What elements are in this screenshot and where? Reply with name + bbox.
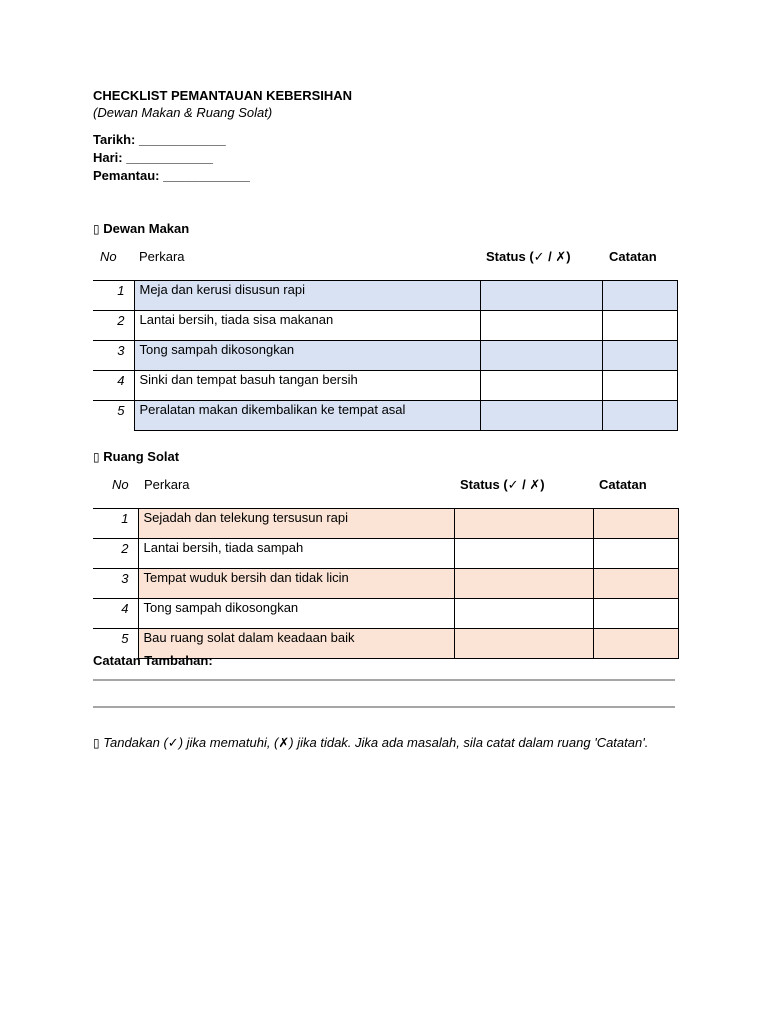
document-subtitle: (Dewan Makan & Ruang Solat)	[93, 105, 273, 120]
row-item: Bau ruang solat dalam keadaan baik	[138, 629, 454, 659]
row-item: Lantai bersih, tiada sisa makanan	[134, 311, 480, 341]
row-item: Meja dan kerusi disusun rapi	[134, 281, 480, 311]
column-header-no: No	[112, 477, 129, 492]
catatan-cell[interactable]	[602, 281, 677, 311]
status-cell[interactable]	[454, 539, 593, 569]
row-number: 4	[93, 599, 138, 629]
row-number: 2	[93, 311, 134, 341]
section-heading-dewan-makan	[93, 221, 189, 236]
row-item: Lantai bersih, tiada sampah	[138, 539, 454, 569]
catatan-cell[interactable]	[593, 599, 678, 629]
column-header-perkara: Perkara	[144, 477, 190, 492]
checklist-table-ruang-solat	[93, 508, 679, 659]
catatan-cell[interactable]	[602, 371, 677, 401]
catatan-cell[interactable]	[593, 539, 678, 569]
row-number: 1	[93, 281, 134, 311]
table-row	[93, 401, 677, 431]
section-heading-ruang-solat	[93, 449, 179, 464]
writing-line[interactable]	[93, 706, 675, 708]
table-row	[93, 539, 678, 569]
status-cell[interactable]	[480, 401, 602, 431]
catatan-cell[interactable]	[593, 629, 678, 659]
section-title: Ruang Solat	[103, 449, 180, 464]
catatan-cell[interactable]	[602, 401, 677, 431]
row-item: Tong sampah dikosongkan	[134, 341, 480, 371]
status-cell[interactable]	[480, 311, 602, 341]
catatan-cell[interactable]	[593, 509, 678, 539]
row-item: Peralatan makan dikembalikan ke tempat asal	[134, 401, 480, 431]
field-hari: Hari: ____________	[93, 150, 213, 165]
checklist-table-dewan-makan	[93, 280, 678, 431]
box-placeholder-icon: ▯	[93, 736, 100, 750]
status-cell[interactable]	[480, 341, 602, 371]
catatan-tambahan-label: Catatan Tambahan:	[93, 653, 213, 668]
column-header-no: No	[100, 249, 117, 264]
table-row	[93, 509, 678, 539]
column-header-catatan: Catatan	[609, 249, 657, 264]
row-number: 2	[93, 539, 138, 569]
row-number: 3	[93, 341, 134, 371]
row-number: 4	[93, 371, 134, 401]
table-row	[93, 341, 677, 371]
section-title: Dewan Makan	[103, 221, 190, 236]
document-title: CHECKLIST PEMANTAUAN KEBERSIHAN	[93, 88, 353, 103]
row-number: 5	[93, 401, 134, 431]
catatan-cell[interactable]	[602, 341, 677, 371]
table-row	[93, 281, 677, 311]
column-header-status: Status (✓ / ✗)	[460, 477, 545, 492]
table-row	[93, 599, 678, 629]
status-cell[interactable]	[454, 569, 593, 599]
instruction-text: Tandakan (✓) jika mematuhi, (✗) jika tidak. Jika ada masalah, sila catat dalam ruang 'Catatan'.	[103, 735, 649, 750]
row-item: Tong sampah dikosongkan	[138, 599, 454, 629]
status-cell[interactable]	[480, 371, 602, 401]
catatan-cell[interactable]	[593, 569, 678, 599]
field-pemantau: Pemantau: ____________	[93, 168, 250, 183]
row-item: Sinki dan tempat basuh tangan bersih	[134, 371, 480, 401]
status-cell[interactable]	[454, 629, 593, 659]
table-row	[93, 311, 677, 341]
row-number: 5	[93, 629, 138, 659]
row-item: Tempat wuduk bersih dan tidak licin	[138, 569, 454, 599]
row-item: Sejadah dan telekung tersusun rapi	[138, 509, 454, 539]
status-cell[interactable]	[454, 509, 593, 539]
box-placeholder-icon: ▯	[93, 222, 100, 236]
field-tarikh: Tarikh: ____________	[93, 132, 226, 147]
column-header-perkara: Perkara	[139, 249, 185, 264]
catatan-cell[interactable]	[602, 311, 677, 341]
box-placeholder-icon: ▯	[93, 450, 100, 464]
table-row	[93, 569, 678, 599]
instruction-note	[93, 735, 648, 751]
column-header-status: Status (✓ / ✗)	[486, 249, 571, 264]
status-cell[interactable]	[454, 599, 593, 629]
row-number: 3	[93, 569, 138, 599]
status-cell[interactable]	[480, 281, 602, 311]
writing-line[interactable]	[93, 679, 675, 681]
column-header-catatan: Catatan	[599, 477, 647, 492]
row-number: 1	[93, 509, 138, 539]
table-row	[93, 371, 677, 401]
